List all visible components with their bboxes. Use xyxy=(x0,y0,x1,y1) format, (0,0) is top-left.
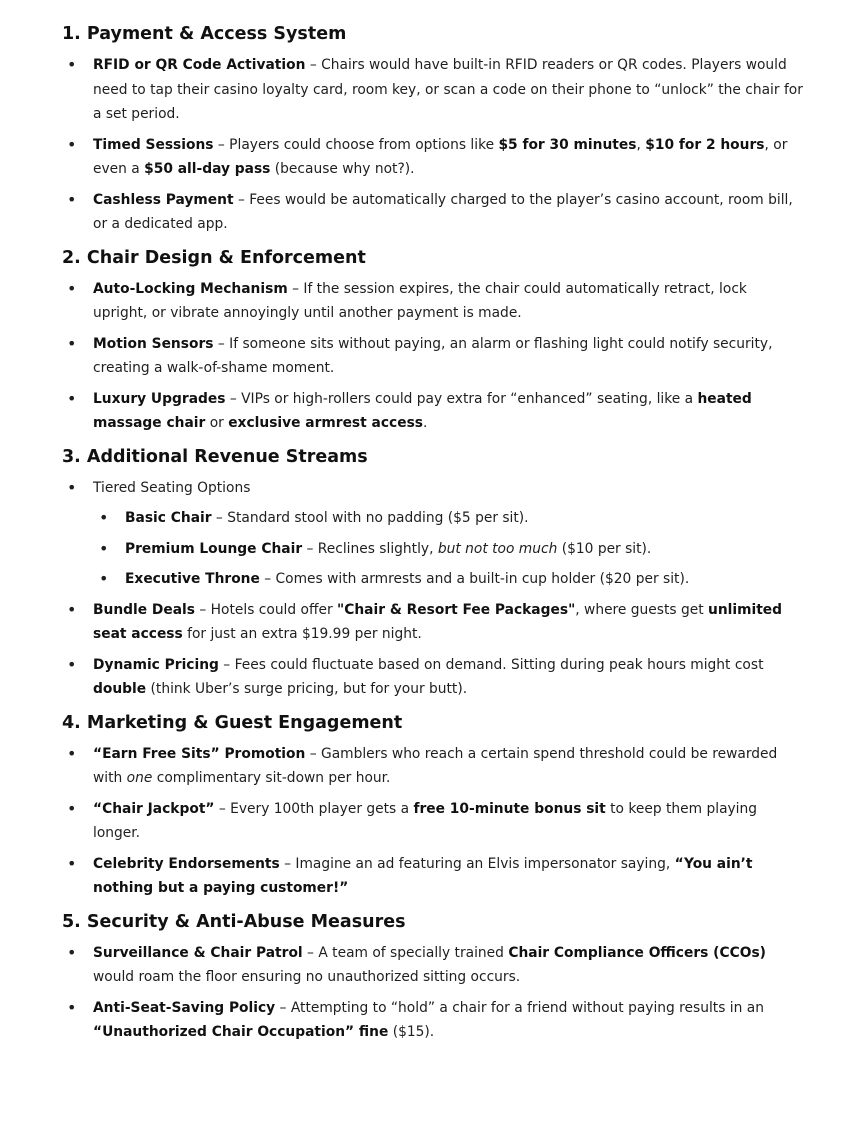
item-italic: one xyxy=(126,770,153,786)
item-title: RFID or QR Code Activation xyxy=(93,57,306,73)
item-emphasis: free 10-minute bonus sit xyxy=(413,800,606,817)
section-heading: 3. Additional Revenue Streams xyxy=(62,446,368,467)
item-text: – Reclines slightly, xyxy=(302,540,438,557)
section-heading: 4. Marketing & Guest Engagement xyxy=(62,712,403,733)
item-text: to keep them playing longer. xyxy=(93,800,758,841)
item-text: , where guests get xyxy=(575,601,708,618)
list-item xyxy=(62,852,805,901)
item-text: – Gamblers who reach a certain spend threshold could be rewarded with xyxy=(93,745,778,786)
item-emphasis: heated massage chair xyxy=(93,390,752,431)
list-item xyxy=(62,332,805,381)
list-item xyxy=(62,797,805,846)
item-text: – If the session expires, the chair could automatically retract, lock upright, or vibrate annoyingly until another payment is made. xyxy=(93,280,747,321)
list-item xyxy=(62,742,805,791)
item-text: – VIPs or high-rollers could pay extra for “enhanced” seating, like a xyxy=(225,390,698,407)
item-title: Dynamic Pricing xyxy=(93,656,219,673)
item-text: (think Uber’s surge pricing, but for your butt). xyxy=(146,681,468,697)
item-text: , or even a xyxy=(93,136,788,177)
item-text: Tiered Seating Options xyxy=(93,479,251,496)
bullet-list xyxy=(62,941,805,1045)
list-item xyxy=(62,188,805,237)
item-text: . xyxy=(423,415,428,431)
item-title: Luxury Upgrades xyxy=(93,390,226,407)
section-chair-design xyxy=(62,243,805,436)
sub-list-item xyxy=(62,506,805,531)
item-emphasis: “You ain’t nothing but a paying customer!” xyxy=(93,855,753,896)
item-emphasis: "Chair & Resort Fee Packages" xyxy=(337,601,576,618)
item-title: “Chair Jackpot” xyxy=(93,800,215,817)
item-title: Basic Chair xyxy=(125,510,212,526)
item-text: – Every 100th player gets a xyxy=(214,800,414,817)
list-item xyxy=(62,53,805,127)
list-item xyxy=(62,941,805,990)
item-text: – Fees would be automatically charged to the player’s casino account, room bill, or a dedicated app. xyxy=(93,191,793,232)
item-text: , xyxy=(636,136,646,153)
item-text: or xyxy=(205,415,229,431)
list-item xyxy=(62,133,805,182)
item-emphasis: $5 for 30 minutes xyxy=(498,136,637,153)
item-title: Anti-Seat-Saving Policy xyxy=(93,999,276,1016)
section-heading: 1. Payment & Access System xyxy=(62,24,347,44)
item-text: ($10 per sit). xyxy=(557,540,652,557)
item-text: – Imagine an ad featuring an Elvis impersonator saying, xyxy=(279,855,675,872)
list-item xyxy=(62,598,805,647)
item-italic: but not too much xyxy=(437,540,558,557)
item-text: – A team of specially trained xyxy=(302,944,509,961)
item-title: Surveillance & Chair Patrol xyxy=(93,944,303,961)
item-emphasis: $10 for 2 hours xyxy=(645,136,765,153)
item-title: Cashless Payment xyxy=(93,191,234,208)
sub-list-item xyxy=(62,567,805,592)
bullet-list xyxy=(62,742,805,901)
item-text: would roam the floor ensuring no unauthorized sitting occurs. xyxy=(93,969,521,985)
bullet-list xyxy=(62,53,805,237)
item-title: Executive Throne xyxy=(125,571,260,587)
item-text: (because why not?). xyxy=(270,161,415,177)
item-title: Premium Lounge Chair xyxy=(125,540,303,557)
item-emphasis: unlimited seat access xyxy=(93,601,783,642)
item-title: Auto-Locking Mechanism xyxy=(93,280,288,297)
item-text: – Fees could fluctuate based on demand. Sitting during peak hours might cost xyxy=(218,656,764,673)
item-text: – Hotels could offer xyxy=(195,601,338,618)
item-emphasis: “Unauthorized Chair Occupation” fine xyxy=(93,1024,389,1040)
item-title: Bundle Deals xyxy=(93,601,195,618)
item-text: – Comes with armrests and a built-in cup holder ($20 per sit). xyxy=(259,571,690,587)
item-text: – Standard stool with no padding ($5 per sit). xyxy=(211,510,529,526)
section-marketing xyxy=(62,708,805,901)
item-title: “Earn Free Sits” Promotion xyxy=(93,745,306,762)
item-emphasis: Chair Compliance Officers (CCOs) xyxy=(508,944,766,961)
item-emphasis: $50 all-day pass xyxy=(144,161,271,177)
list-item xyxy=(62,387,805,436)
item-title: Timed Sessions xyxy=(93,136,214,153)
section-heading: 2. Chair Design & Enforcement xyxy=(62,247,366,268)
list-item xyxy=(62,277,805,326)
list-item xyxy=(62,653,805,702)
item-text: – Players could choose from options like xyxy=(213,136,499,153)
list-item xyxy=(62,996,805,1045)
section-security xyxy=(62,907,805,1045)
item-emphasis: double xyxy=(93,681,147,697)
item-text: ($15). xyxy=(388,1024,435,1040)
section-revenue-streams xyxy=(62,442,805,702)
item-text: for just an extra $19.99 per night. xyxy=(182,626,422,642)
bullet-list xyxy=(62,476,805,702)
item-text: – If someone sits without paying, an alarm or flashing light could notify security, creating a walk-of-shame moment. xyxy=(93,335,773,376)
item-text: – Chairs would have built-in RFID readers or QR codes. Players would need to tap their casino loyalty card, room key, or scan a code on their phone to “unlock” the chair for a set period. xyxy=(93,57,803,122)
section-heading: 5. Security & Anti-Abuse Measures xyxy=(62,911,406,932)
item-text: – Attempting to “hold” a chair for a friend without paying results in an xyxy=(275,999,764,1016)
item-text: complimentary sit-down per hour. xyxy=(152,770,391,786)
list-item xyxy=(62,476,805,501)
item-title: Celebrity Endorsements xyxy=(93,855,280,872)
section-payment-access xyxy=(62,19,805,237)
bullet-list xyxy=(62,277,805,436)
item-title: Motion Sensors xyxy=(93,335,214,352)
item-emphasis: exclusive armrest access xyxy=(228,415,423,431)
sub-list-item xyxy=(62,537,805,562)
